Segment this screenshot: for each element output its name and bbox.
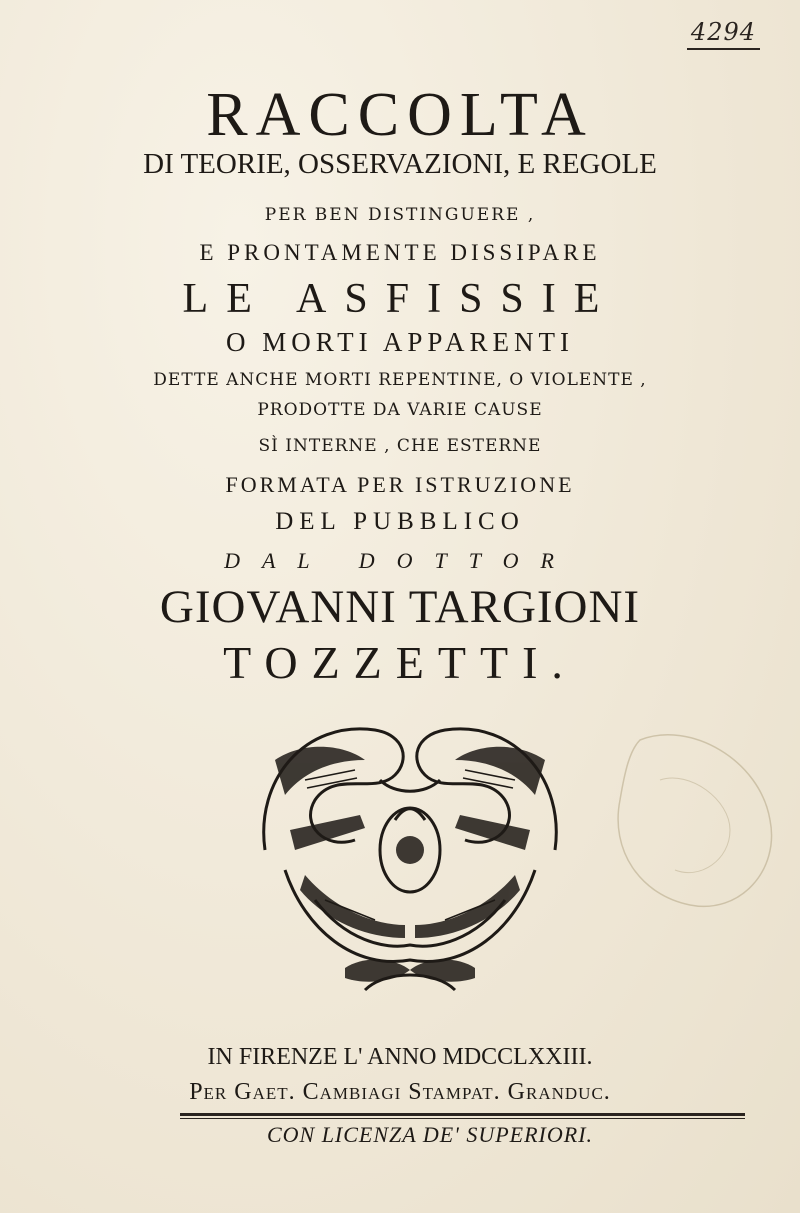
imprint-rule <box>180 1113 745 1116</box>
printers-ornament-icon <box>245 700 575 1010</box>
title-dal-dottor: DAL DOTTOR <box>224 548 576 573</box>
paper-stain-decoration <box>600 720 790 920</box>
title-subtitle: DI TEORIE, OSSERVAZIONI, E REGOLE <box>143 148 657 180</box>
imprint-printer: Per Gaet. Cambiagi Stampat. Granduc. <box>189 1079 611 1105</box>
title-dette: DETTE ANCHE MORTI REPENTINE, O VIOLENTE , <box>153 370 647 390</box>
author-name: GIOVANNI TARGIONI <box>159 581 641 633</box>
title-line-per: PER BEN DISTINGUERE , <box>264 205 536 225</box>
title-interne: SÌ INTERNE , CHE ESTERNE <box>258 436 542 456</box>
imprint-license: CON LICENZA DE' SUPERIORI. <box>266 1122 594 1147</box>
title-main: RACCOLTA <box>206 81 594 149</box>
manuscript-number: 4294 <box>687 18 760 50</box>
title-formata: FORMATA PER ISTRUZIONE <box>225 472 575 497</box>
imprint-place-year: IN FIRENZE L' ANNO MDCCLXXIII. <box>207 1044 593 1070</box>
title-asfissie: LE ASFISSIE <box>182 276 618 322</box>
title-pubblico: DEL PUBBLICO <box>275 508 525 535</box>
title-prodotte: PRODOTTE DA VARIE CAUSE <box>257 400 543 420</box>
author-surname: TOZZETTI. <box>223 637 577 688</box>
imprint-rule-thin <box>180 1118 745 1119</box>
title-line-dissipare: E PRONTAMENTE DISSIPARE <box>199 240 601 265</box>
title-morti-apparenti: O MORTI APPARENTI <box>226 327 574 357</box>
